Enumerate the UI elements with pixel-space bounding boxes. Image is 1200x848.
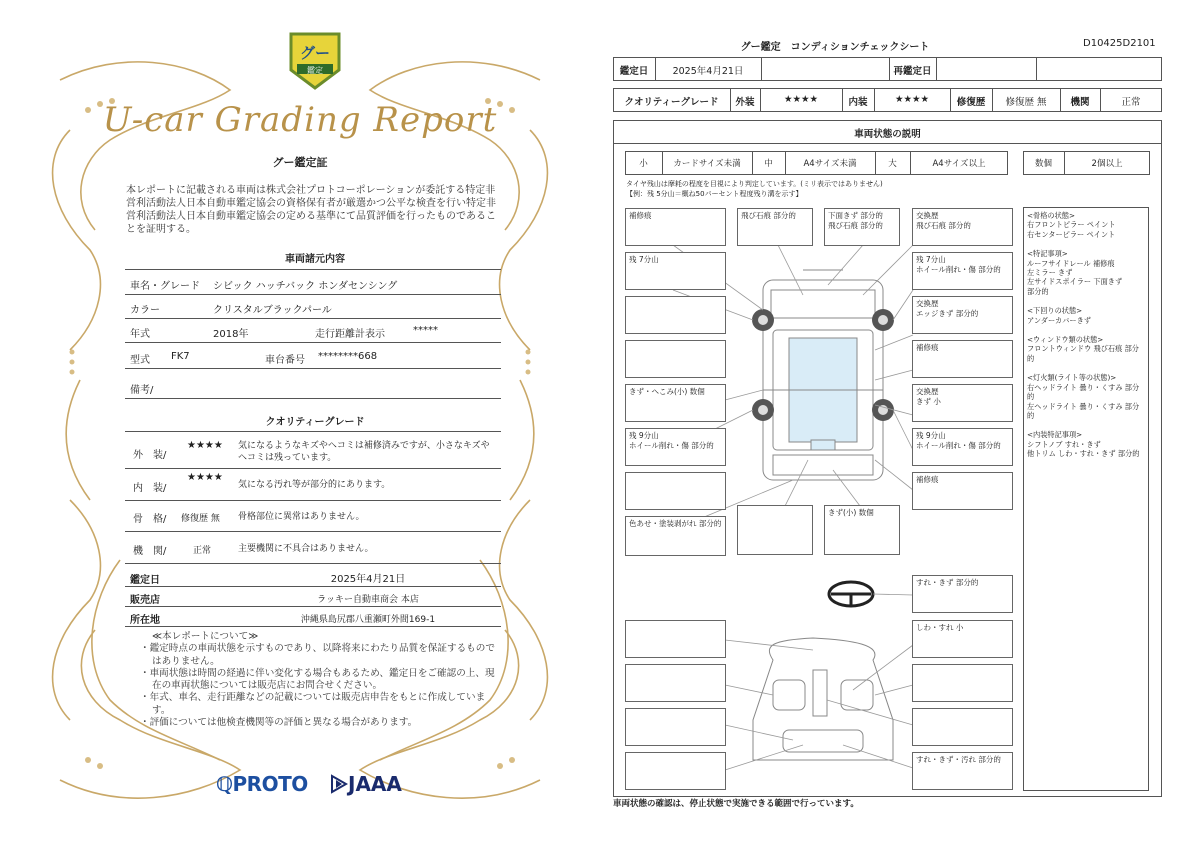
quality-engine-desc: 主要機関に不具合はありません。: [238, 544, 374, 554]
side-note-interior: <内装特記事項> シフトノブ すれ・きず 他トリム しわ・すれ・きず 部分的: [1027, 430, 1140, 459]
repair-value: 修復歴 無: [1005, 97, 1047, 108]
spec-color-label: カラー: [130, 305, 160, 316]
sheet-code: D10425D2101: [1083, 38, 1156, 49]
certificate-script-title: U-car Grading Report: [102, 100, 498, 140]
spec-year-label: 年式: [130, 329, 150, 340]
repair-label: 修復歴: [956, 97, 986, 108]
certificate-intro: 本レポートに記載される車両は株式会社プロトコーポレーションが委託する特定非営利活動法人日本自動車鑑定協会の資格保有者が厳選かつ公平な検査を行い特定非営利活動法人日本自動車鑑定協会の定める基準にて品質評価を行ったものであることを証明する。: [126, 185, 496, 235]
quality-engine-value: 正常: [193, 546, 212, 556]
spec-mileage-label: 走行距離計表示: [315, 329, 385, 340]
divider: [761, 57, 762, 81]
label-rear-right-tire: 残 9分山 ホイール削れ・傷 部分的: [912, 428, 1013, 466]
side-note-special: <特記事項> ルーフサイドレール 補修痕 左ミラー きず 左サイドスポイラー 下面きず 部分的: [1027, 249, 1123, 296]
quality-grade-label: クオリティーグレード: [624, 97, 719, 108]
dealer-label: 販売店: [130, 595, 160, 606]
dealer-value: ラッキー自動車商会 本店: [317, 595, 419, 605]
side-note-lights: <灯火類(ライト等の状態)> 右ヘッドライト 曇り・くすみ 部分的 左ヘッドライト 曇り・くすみ 部分的: [1027, 373, 1140, 420]
exterior-label: 外装: [735, 97, 755, 108]
spec-year-value: 2018年: [213, 329, 249, 340]
inspection-date-label: 鑑定日: [130, 575, 160, 586]
label-empty: [625, 708, 726, 746]
sheet-date-label: 鑑定日: [619, 66, 649, 77]
side-note-windows: <ウィンドウ類の状態> フロントウィンドウ 飛び石痕 部分的: [1027, 335, 1139, 363]
label-front-1: 飛び石痕 部分的: [737, 208, 813, 246]
tire-note-1: タイヤ残山は摩耗の程度を目視により判定しています。(ミリ表示ではありません): [626, 180, 883, 188]
label-right-door-1: 補修痕: [912, 340, 1013, 378]
label-steering: すれ・きず 部分的: [912, 575, 1013, 613]
note-item: ・年式、車名、走行距離などの記載については販売店申告をもとに作成しています。: [140, 692, 486, 716]
label-empty: [625, 340, 726, 378]
divider: [1036, 57, 1037, 81]
size-small-desc: カードサイズ未満: [673, 159, 741, 169]
label-front-right-1: 交換歴 飛び石痕 部分的: [912, 208, 1013, 246]
label-rear-right-quarter: 補修痕: [912, 472, 1013, 510]
size-mid: 中: [764, 159, 773, 169]
tire-note-2: 【例：残 5分山＝概ね50パーセント程度残り溝を示す】: [626, 190, 803, 198]
spec-row-model: [125, 346, 501, 369]
quality-engine-label: 機 関/: [133, 546, 167, 557]
label-empty: [912, 664, 1013, 702]
quality-exterior-stars: ★★★★: [187, 440, 223, 451]
spec-chassis-label: 車台番号: [265, 355, 305, 366]
spec-name-label: 車名・グレード: [130, 281, 200, 292]
dealer-row: [125, 588, 501, 607]
goo-kantei-badge-icon: [287, 30, 343, 90]
label-rear-left-bumper: 色あせ・塗装剥がれ 部分的: [625, 516, 726, 556]
quality-frame-desc: 骨格部位に異常はありません。: [238, 512, 365, 522]
label-empty: [625, 664, 726, 702]
quality-exterior-label: 外 装/: [133, 450, 167, 461]
address-value: 沖縄県島尻郡八重瀬町外間169-1: [300, 615, 436, 625]
quality-row-engine: [125, 535, 501, 564]
quality-frame-label: 骨 格/: [133, 514, 167, 525]
certificate-subtitle: グー鑑定証: [272, 156, 328, 169]
spec-row-remarks: [125, 376, 501, 399]
label-front-left-1: 補修痕: [625, 208, 726, 246]
condition-title: 車両状態の説明: [854, 129, 921, 140]
proto-logo: [216, 772, 308, 796]
spec-row-color: [125, 296, 501, 319]
proto-logo-text: PROTO: [232, 772, 308, 796]
sheet-footer: 車両状態の確認は、停止状態で実施できる範囲で行っています。: [613, 799, 859, 809]
label-front-right-tire: 残 7分山 ホイール削れ・傷 部分的: [912, 252, 1013, 290]
label-empty: [912, 708, 1013, 746]
note-item: ・評価については他検査機関等の評価と異なる場合があります。: [140, 717, 418, 729]
size-large: 大: [888, 159, 897, 169]
spec-name-value: シビック ハッチバック ホンダセンシング: [213, 281, 398, 292]
engine-value: 正常: [1121, 97, 1141, 108]
label-left-door: きず・へこみ(小) 数個: [625, 384, 726, 422]
label-seat: しわ・すれ 小: [912, 620, 1013, 658]
spec-row-name: [125, 272, 501, 295]
spec-model-value: FK7: [171, 351, 190, 362]
spec-chassis-value: ********668: [318, 351, 378, 362]
spec-row-year: [125, 320, 501, 343]
note-item: ・車両状態は時間の経過に伴い変化する場合もあるため、鑑定日をご確認の上、現在の車両状態については販売店にお問合せください。: [140, 667, 495, 692]
svg-text:グー: グー: [299, 44, 331, 62]
label-rear-left-tire: 残 9分山 ホイール削れ・傷 部分的: [625, 428, 726, 466]
quality-frame-value: 修復歴 無: [181, 514, 220, 524]
count-desc: 2個以上: [1091, 159, 1123, 169]
svg-text:鑑定: 鑑定: [307, 66, 323, 75]
divider: [936, 57, 937, 81]
label-empty: [737, 505, 813, 555]
spec-color-value: クリスタルブラックパール: [213, 305, 332, 316]
label-empty: [625, 752, 726, 790]
sheet-date-value: 2025年4月21日: [672, 66, 744, 77]
jaaa-logo-mark-icon: [330, 774, 348, 794]
jaaa-logo: [330, 772, 402, 796]
address-row: [125, 608, 501, 627]
label-rear-center: きず(小) 数個: [824, 505, 900, 555]
side-note-underbody: <下回りの状態> アンダーカバーきず: [1027, 306, 1091, 325]
label-right-door-2: 交換歴 きず 小: [912, 384, 1013, 422]
spec-mileage-value: *****: [413, 325, 438, 336]
inspection-date-value: 2025年4月21日: [330, 574, 406, 585]
interior-stars: ★★★★: [894, 94, 930, 105]
exterior-stars: ★★★★: [783, 94, 819, 105]
label-front-right-fender: 交換歴 エッジきず 部分的: [912, 296, 1013, 334]
note-item: ・鑑定時点の車両状態を示すものであり、以降将来にわたり品質を保証するものではありません。: [140, 643, 495, 667]
report-notes: [140, 631, 500, 729]
label-front-center: 下面きず 部分的 飛び石痕 部分的: [824, 208, 900, 246]
size-mid-desc: A4サイズ未満: [803, 159, 857, 169]
quality-exterior-desc: 気になるようなキズやヘコミは補修済みですが、小さなキズやヘコミは残っています。: [238, 441, 490, 463]
quality-interior-label: 内 装/: [133, 483, 167, 494]
quality-interior-desc: 気になる汚れ等が部分的にあります。: [238, 480, 391, 490]
quality-row-interior: [125, 470, 501, 501]
label-front-left-tire: 残 7分山: [625, 252, 726, 290]
side-note-frame: <骨格の状態> 右フロントピラー ペイント 右センターピラー ペイント: [1027, 211, 1116, 239]
divider: [125, 269, 501, 270]
divider: [125, 431, 501, 432]
spec-section-title: 車両諸元内容: [285, 254, 345, 265]
label-empty: [625, 296, 726, 334]
spec-remarks-label: 備考/: [130, 385, 154, 396]
engine-label: 機関: [1070, 97, 1090, 108]
quality-section-title: クオリティーグレード: [265, 417, 365, 428]
count-label: 数個: [1034, 159, 1052, 169]
label-empty: [625, 620, 726, 658]
size-small: 小: [639, 159, 648, 169]
quality-row-frame: [125, 503, 501, 532]
label-cargo: すれ・きず・汚れ 部分的: [912, 752, 1013, 790]
jaaa-logo-text: JAAA: [348, 772, 402, 796]
sheet-title: グー鑑定 コンディションチェックシート: [740, 42, 930, 53]
spec-model-label: 型式: [130, 355, 150, 366]
address-label: 所在地: [130, 615, 160, 626]
side-notes-panel: [1023, 207, 1149, 791]
notes-title: ≪本レポートについて≫: [152, 631, 259, 642]
quality-row-exterior: [125, 436, 501, 469]
reinspect-label: 再鑑定日: [893, 66, 932, 77]
label-empty: [625, 472, 726, 510]
quality-interior-stars: ★★★★: [187, 472, 223, 483]
proto-logo-mark-icon: ℚ: [216, 772, 233, 796]
size-large-desc: A4サイズ以上: [932, 159, 986, 169]
inspection-date-row: [125, 568, 501, 587]
divider: [613, 143, 1162, 144]
interior-label: 内装: [848, 97, 868, 108]
